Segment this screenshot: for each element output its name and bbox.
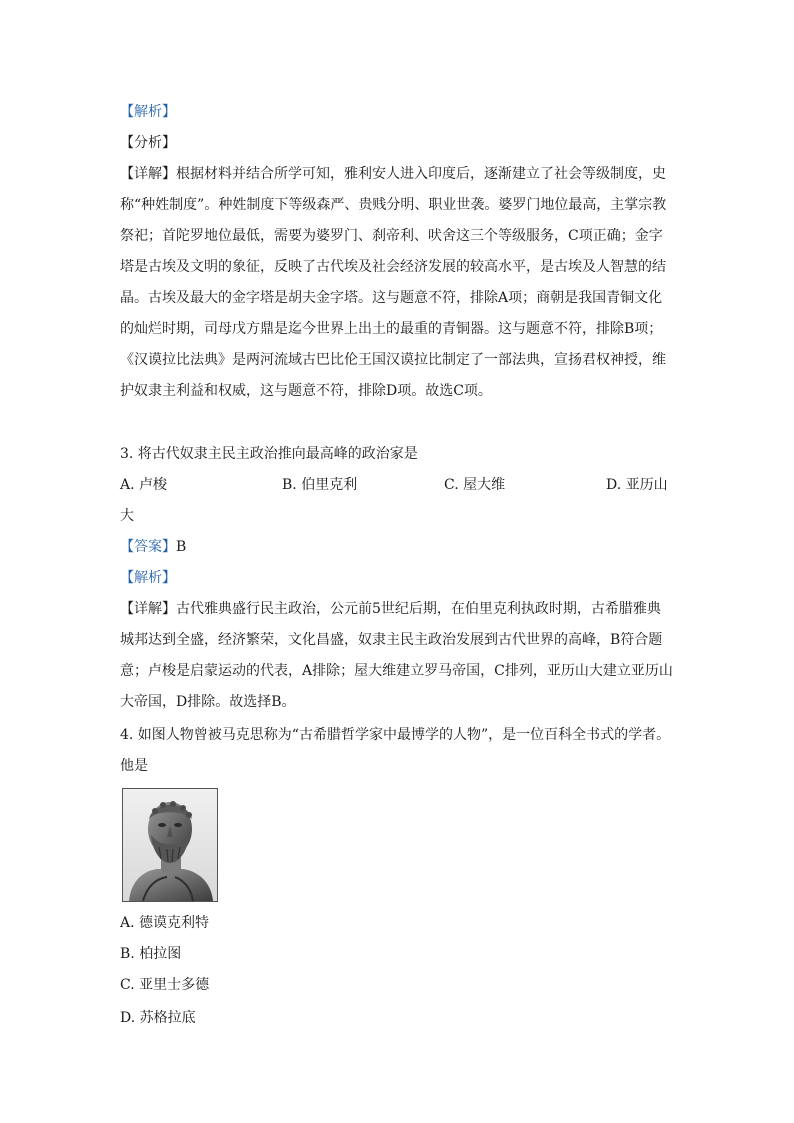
question4-option-a: A. 德谟克利特	[120, 915, 210, 931]
question3-line-1: 【详解】古代雅典盛行民主政治，公元前5世纪后期，在伯里克利执政时期，古希腊雅典	[120, 601, 661, 617]
analysis-line-1: 【详解】根据材料并结合所学可知，雅利安人进入印度后，逐渐建立了社会等级制度，史	[120, 166, 666, 182]
question3-jiexi-tag: 【解析】	[120, 570, 176, 586]
question3-option-c: C. 屋大维	[444, 477, 506, 493]
fenxi-tag: 【分析】	[120, 135, 176, 151]
question4-stem-line-1: 4. 如图人物曾被马克思称为“古希腊哲学家中最博学的人物”，是一位百科全书式的学者。	[120, 727, 671, 743]
analysis-line-8: 护奴隶主利益和权威，这与题意不符，排除D项。故选C项。	[120, 383, 492, 399]
analysis-line-4: 塔是古埃及文明的象征，反映了古代埃及社会经济发展的较高水平，是古埃及人智慧的结	[120, 259, 666, 275]
philosopher-bust-image	[122, 788, 218, 902]
answer-value: B	[176, 539, 187, 555]
analysis-line-2: 称“种姓制度”。种姓制度下等级森严、贵贱分明、职业世袭。婆罗门地位最高，主掌宗教	[120, 197, 667, 213]
question3-line-3: 意；卢梭是启蒙运动的代表，A排除；屋大维建立罗马帝国，C排列，亚历山大建立亚历山	[120, 663, 673, 679]
answer-tag: 【答案】	[120, 539, 176, 555]
question4-option-b: B. 柏拉图	[120, 946, 182, 962]
xiangjie-tag: 【详解】	[120, 166, 176, 182]
analysis-line-6: 的灿烂时期，司母戊方鼎是迄今世界上出土的最重的青铜器。这与题意不符，排除B项；	[120, 321, 663, 337]
question3-option-b: B. 伯里克利	[282, 477, 358, 493]
question3-line-2: 城邦达到全盛，经济繁荣，文化昌盛，奴隶主民主政治发展到古代世界的高峰，B符合题	[120, 632, 663, 648]
question3-line-4: 大帝国，D排除。故选择B。	[120, 694, 296, 710]
question3-option-a: A. 卢梭	[120, 477, 168, 493]
bust-illustration	[123, 789, 217, 901]
question3-xiangjie-tag: 【详解】	[120, 601, 176, 617]
jiexi-tag: 【解析】	[120, 104, 176, 120]
analysis-line-5: 晶。古埃及最大的金字塔是胡夫金字塔。这与题意不符，排除A项；商朝是我国青铜文化	[120, 290, 663, 306]
question4-option-d: D. 苏格拉底	[120, 1010, 196, 1026]
question3-option-d-wrap: 大	[120, 508, 134, 524]
question4-stem-line-2: 他是	[120, 758, 148, 774]
analysis-line-3: 祭祀；首陀罗地位最低，需要为婆罗门、刹帝利、吠舍这三个等级服务，C项正确；金字	[120, 228, 663, 244]
question3-option-d: D. 亚历山	[606, 477, 668, 493]
question3-stem: 3. 将古代奴隶主民主政治推向最高峰的政治家是	[120, 446, 418, 462]
question4-option-c: C. 亚里士多德	[120, 977, 210, 993]
analysis-line-7: 《汉谟拉比法典》是两河流域古巴比伦王国汉谟拉比制定了一部法典，宣扬君权神授，维	[120, 352, 666, 368]
question3-answer	[120, 537, 680, 557]
